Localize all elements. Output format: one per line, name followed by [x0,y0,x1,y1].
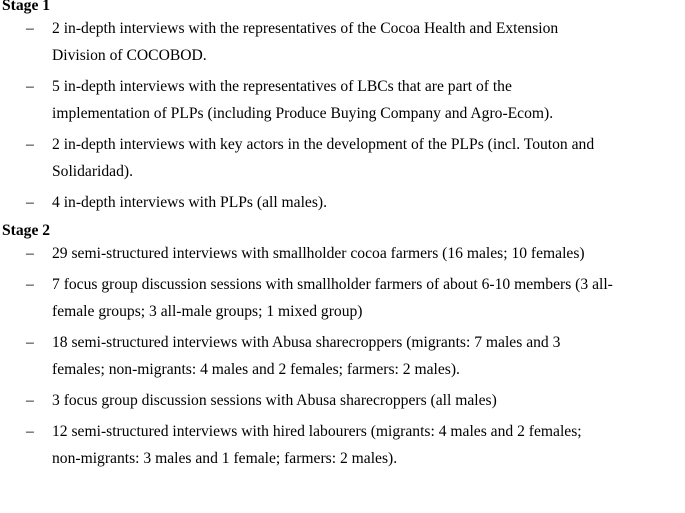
item-text-line: 2 in-depth interviews with the representatives of the Cocoa Health and Extension [52,20,559,37]
dash-bullet: – [26,78,34,95]
item-text-line: 7 focus group discussion sessions with smallholder farmers of about 6-10 members (3 all- [52,276,613,293]
item-text-line: Solidaridad). [52,163,133,180]
item-text-line: 18 semi-structured interviews with Abusa sharecroppers (migrants: 7 males and 3 [52,334,561,351]
item-text-line: non-migrants: 3 males and 1 female; farmers: 2 males). [52,450,398,467]
dash-bullet: – [26,334,34,351]
item-text-line: female groups; 3 all-male groups; 1 mixed group) [52,303,363,320]
item-text-line: 12 semi-structured interviews with hired labourers (migrants: 4 males and 2 females; [52,423,582,440]
item-text-line: Division of COCOBOD. [52,47,207,64]
item-text-line: 4 in-depth interviews with PLPs (all males). [52,194,328,211]
list-item [0,131,685,185]
dash-bullet: – [26,20,34,37]
stage-2-list [0,240,685,472]
list-item [0,271,685,325]
item-text-line: 2 in-depth interviews with key actors in the development of the PLPs (incl. Touton and [52,136,595,153]
stage-1-heading: Stage 1 [2,0,51,14]
dash-bullet: – [26,392,34,409]
list-item [0,15,685,69]
stage-1-list [0,15,685,216]
dash-bullet: – [26,245,34,262]
dash-bullet: – [26,136,34,153]
item-text-line: 29 semi-structured interviews with smallholder cocoa farmers (16 males; 10 females) [52,245,585,262]
list-item [0,418,685,472]
dash-bullet: – [26,194,34,211]
list-item [0,189,685,216]
item-text-line: females; non-migrants: 4 males and 2 females; farmers: 2 males). [52,361,460,378]
list-item [0,73,685,127]
dash-bullet: – [26,423,34,440]
item-text-line: 5 in-depth interviews with the representatives of LBCs that are part of the [52,78,512,95]
list-item [0,329,685,383]
list-item [0,240,685,267]
stage-2-heading: Stage 2 [2,222,51,239]
item-text-line: implementation of PLPs (including Produce Buying Company and Agro-Ecom). [52,105,554,122]
dash-bullet: – [26,276,34,293]
list-item [0,387,685,414]
item-text-line: 3 focus group discussion sessions with Abusa sharecroppers (all males) [52,392,497,409]
